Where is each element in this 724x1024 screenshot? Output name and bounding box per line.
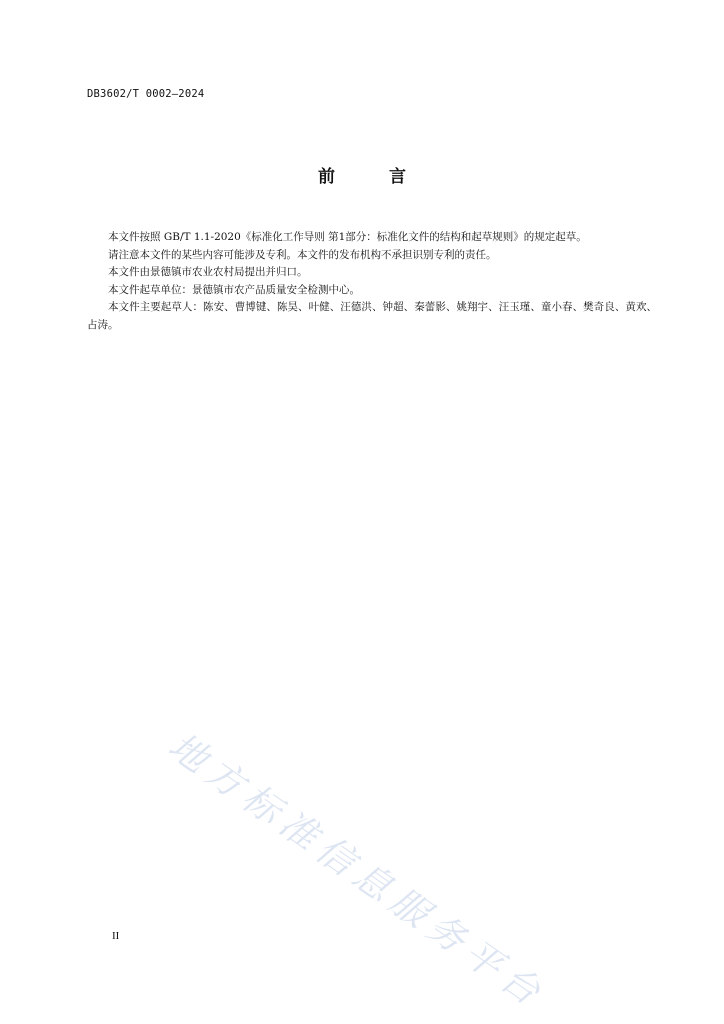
foreword-body <box>87 229 657 334</box>
foreword-paragraph: 本文件按照 GB/T 1.1-2020《标准化工作导则 第1部分：标准化文件的结构和起草规则》的规定起草。 <box>108 231 587 243</box>
foreword-paragraph: 本文件起草单位：景德镇市农产品质量安全检测中心。 <box>108 283 360 296</box>
standard-code: DB3602/T 0002—2024 <box>87 88 205 100</box>
foreword-paragraph: 本文件由景德镇市农业农村局提出并归口。 <box>108 266 308 278</box>
watermark: 地方标准信息服务平台 <box>160 724 554 1018</box>
foreword-paragraph: 本文件主要起草人：陈安、曹博键、陈昊、叶健、汪德洪、钟超、秦蕾影、姚翔宇、汪玉瑾、童小春、樊奇良、黄欢、占涛。 <box>87 301 657 331</box>
page-number: II <box>112 930 120 942</box>
page-title: 前 言 <box>318 167 430 187</box>
foreword-paragraph: 请注意本文件的某些内容可能涉及专利。本文件的发布机构不承担识别专利的责任。 <box>108 248 497 261</box>
